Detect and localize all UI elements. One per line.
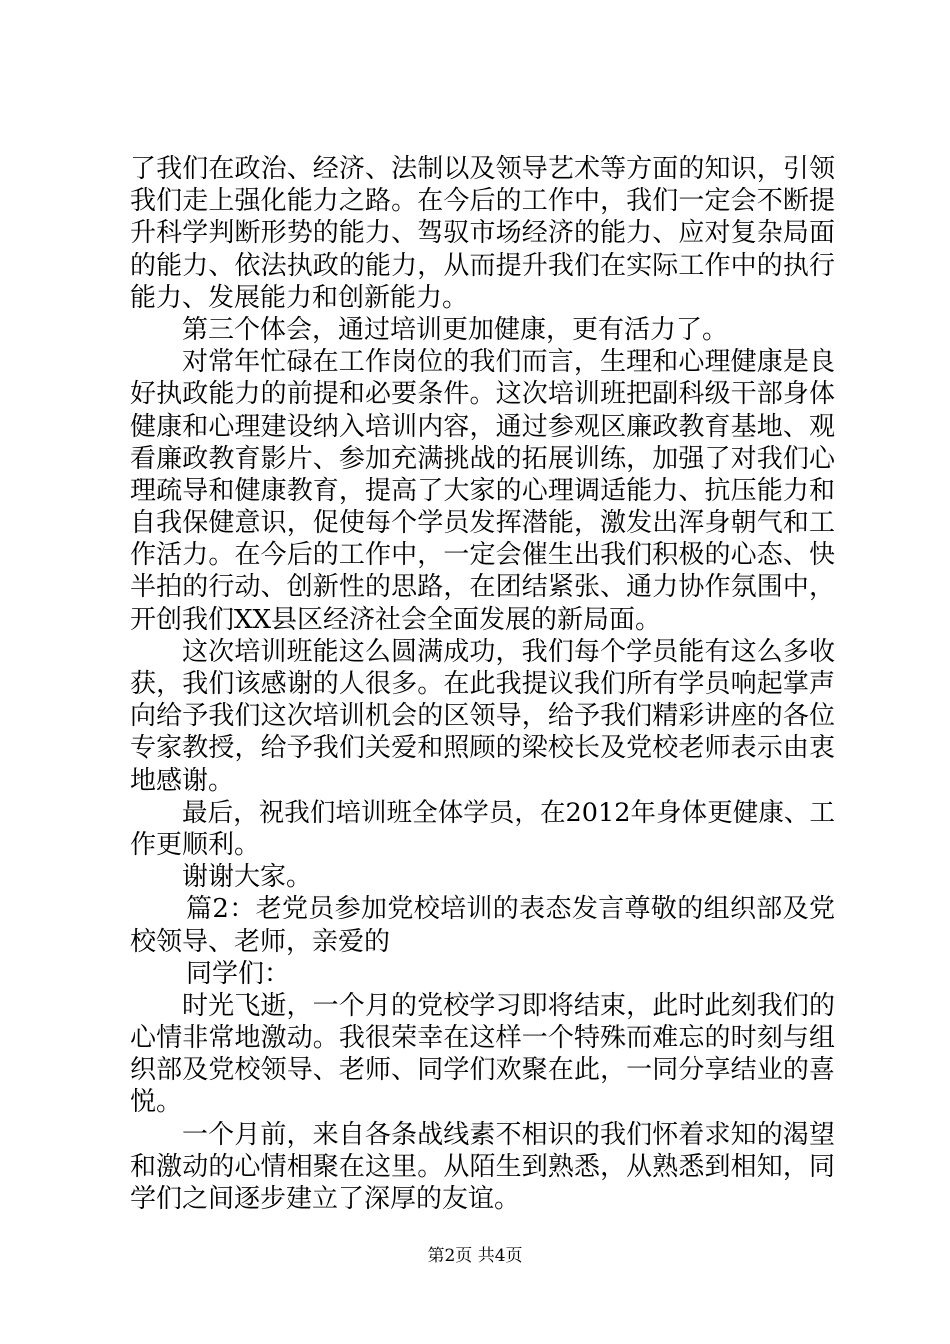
document-body (130, 153, 835, 1215)
text-line: 篇2：老党员参加党校培训的表态发言尊敬的组织部及党 (186, 894, 835, 925)
text-line: 理疏导和健康教育，提高了大家的心理调适能力、抗压能力和 (130, 475, 835, 506)
text-line: 我们走上强化能力之路。在今后的工作中，我们一定会不断提 (130, 186, 835, 217)
text-line: 开创我们XX县区经济社会全面发展的新局面。 (130, 604, 662, 635)
text-line: 悦。 (130, 1087, 183, 1118)
text-line: 校领导、老师，亲爱的 (130, 926, 391, 957)
text-line: 获，我们该感谢的人很多。在此我提议我们所有学员响起掌声 (130, 669, 835, 699)
text-line: 最后，祝我们培训班全体学员，在2012年身体更健康、工 (182, 797, 835, 828)
text-line: 同学们： (186, 958, 291, 989)
text-line: 升科学判断形势的能力、驾驭市场经济的能力、应对复杂局面 (130, 218, 835, 249)
text-line: 看廉政教育影片、参加充满挑战的拓展训练，加强了对我们心 (130, 443, 835, 474)
page-footer: 第2页 共4页 (427, 1246, 523, 1266)
text-line: 自我保健意识，促使每个学员发挥潜能，激发出浑身朝气和工 (130, 508, 835, 539)
text-line: 半拍的行动、创新性的思路，在团结紧张、通力协作氛围中， (130, 572, 835, 603)
text-line: 这次培训班能这么圆满成功，我们每个学员能有这么多收 (182, 636, 835, 667)
text-line: 作更顺利。 (130, 829, 261, 860)
text-line: 一个月前，来自各条战线素不相识的我们怀着求知的渴望 (182, 1119, 835, 1150)
text-line: 健康和心理建设纳入培训内容，通过参观区廉政教育基地、观 (130, 411, 835, 442)
text-line: 织部及党校领导、老师、同学们欢聚在此，一同分享结业的喜 (130, 1055, 835, 1086)
text-line: 好执政能力的前提和必要条件。这次培训班把副科级干部身体 (130, 379, 835, 410)
text-line: 的能力、依法执政的能力，从而提升我们在实际工作中的执行 (130, 250, 835, 281)
text-line: 专家教授，给予我们关爱和照顾的梁校长及党校老师表示由衷 (130, 733, 835, 764)
text-line: 谢谢大家。 (182, 862, 313, 893)
text-line: 学们之间逐步建立了深厚的友谊。 (130, 1184, 521, 1214)
text-line: 地感谢。 (130, 765, 235, 796)
text-line: 和激动的心情相聚在这里。从陌生到熟悉，从熟悉到相知，同 (130, 1151, 835, 1182)
text-line: 了我们在政治、经济、法制以及领导艺术等方面的知识，引领 (130, 154, 835, 184)
text-line: 作活力。在今后的工作中，一定会催生出我们积极的心态、快 (130, 540, 835, 571)
text-line: 时光飞逝，一个月的党校学习即将结束，此时此刻我们的 (182, 990, 835, 1021)
text-line: 能力、发展能力和创新能力。 (130, 282, 469, 313)
text-line: 第三个体会，通过培训更加健康，更有活力了。 (182, 314, 729, 345)
text-line: 向给予我们这次培训机会的区领导，给予我们精彩讲座的各位 (130, 701, 835, 732)
text-line: 心情非常地激动。我很荣幸在这样一个特殊而难忘的时刻与组 (130, 1023, 835, 1054)
text-line: 对常年忙碌在工作岗位的我们而言，生理和心理健康是良 (182, 347, 835, 378)
